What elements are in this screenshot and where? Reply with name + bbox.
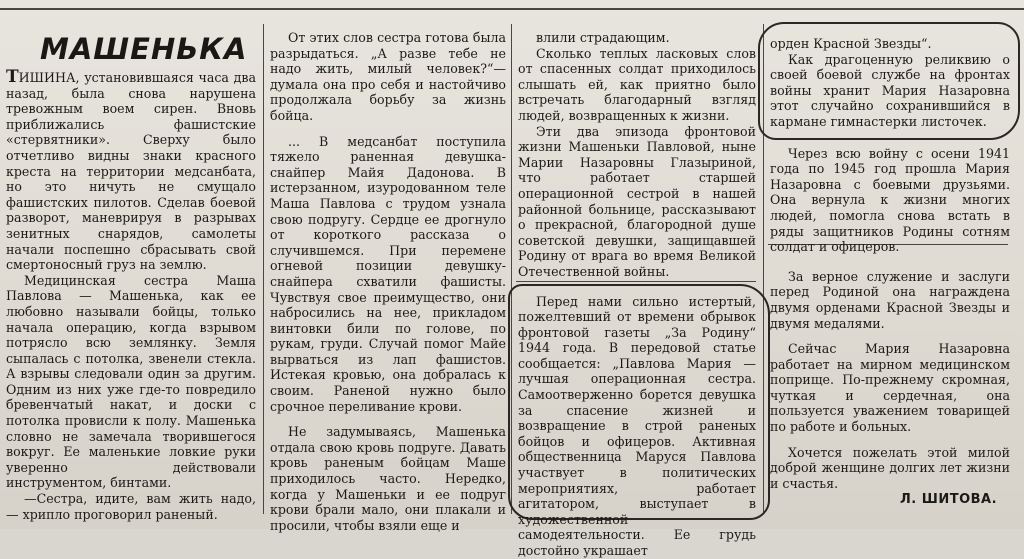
col1-paragraph-2: Медицинская сестра Маша Павлова — Машенька, как ее любовно называли бойцы, только начала операцию, когда взрывом потрясло всю землянку. Земля сыпалась с потолка, звенели стекла. А взрывы следовали один за другим. Одним из них уже где-то повредило бревенчатый накат, и доски с потолка провисли к полу. Машенька словно не замечала творившегося вокруг. Ее маленькие ловкие руки уверенно действовали инструментом, бинтами.	[6, 272, 256, 491]
col4-paragraph-5: Сейчас Мария Назаровна работает на мирном медицинском поприще. По-прежнему скромная, чуткая и сердечная, она пользуется уважением товарищей по работе и больных.	[770, 341, 1010, 435]
col3-paragraph-1: влили страдающим.	[536, 30, 670, 45]
author-signature: Л. ШИТОВА.	[900, 492, 998, 507]
col1-paragraph-3: —Сестра, идите, вам жить надо, — хрипло проговорил раненый.	[6, 491, 256, 522]
col1-paragraph-1: ТИШИНА, установившаяся часа два назад, была снова нарушена тревожным воем сирен. Вновь приближались фашистские «стервятники». Сверху было отчетливо видны знаки красного креста на территории медсанбата, но это ничуть не смущало фашистских пилотов. Сделав боевой разворот, маневрируя в разрывах зенитных снарядов, самолеты начали поспешно сбрасывать свой смертоносный груз на землю.	[6, 67, 256, 273]
col3-paragraph-4: Перед нами сильно истертый, пожелтевший от времени обрывок фронтовой газеты „За Родину“ 1944 года. В передовой статье сообщается: „Павлова Мария — лучшая операционная сестра. Самоотверженно борется девушка за спасение жизней и возвращение в строй раненых бойцов и офицеров. Активная общественница Маруся Павлова участвует в политических мероприятиях, работает агитатором, выступает в художественной самодеятельности. Ее грудь достойно украшает	[518, 293, 756, 558]
col4-paragraph-4: За верное служение и заслуги перед Родиной она награждена двумя орденами Красной Звезды и двумя медалями.	[770, 268, 1010, 331]
column-1	[6, 67, 256, 522]
column-3	[518, 30, 756, 559]
col2-paragraph-2: ... В медсанбат поступила тяжело раненная девушка-снайпер Майя Дадонова. В истерзанном, изуродованном теле Маша Павлова с трудом узнала свою подругу. Сердце ее дрогнуло от короткого рассказа о случившемся. При перемене огневой позиции девушку-снайпера схватили фашисты. Чувствуя свое преимущество, они набросились на нее, прикладом винтовки били по голове, по рукам, груди. Случай помог Майе вырваться из лап фашистов. Истекая кровью, она добралась к своим. Раненой нужно было срочное переливание крови.	[270, 133, 506, 414]
col3-paragraph-2: Сколько теплых ласковых слов от спасенных солдат приходилось слышать ей, как приятно было встречать благодарный взгляд людей, возвращенных к жизни.	[518, 45, 756, 123]
col4-paragraph-2: Как драгоценную реликвию о своей боевой службе на фронтах войны хранит Мария Назаровна этот случайно сохранившийся в кармане гимнастерки листочек.	[770, 51, 1010, 129]
column-2	[270, 30, 506, 533]
col4-paragraph-3: Через всю войну с осени 1941 года по 1945 год прошла Мария Назаровна с боевыми друзьями. Она вернула к жизни многих людей, помогла снова встать в ряды защитников Родины сотням солдат и офицеров.	[770, 145, 1010, 255]
column-rule-1	[263, 24, 264, 514]
col3-paragraph-3: Эти два эпизода фронтовой жизни Машеньки Павловой, ныне Марии Назаровны Глазыриной, что работает старшей операционной сестрой в нашей районной больнице, рассказывают о прекрасной, благородной душе советской девушки, защищавшей Родину от врага во время Великой Отечественной войны.	[518, 123, 756, 279]
col4-paragraph-1: орден Красной Звезды“.	[770, 36, 932, 51]
col2-paragraph-3: Не задумываясь, Машенька отдала свою кровь подруге. Давать кровь раненым бойцам Маше приходилось часто. Нередко, когда у Машеньки и ее подруг крови брали мало, они плакали и просили, чтобы взяли еще и	[270, 424, 506, 533]
drop-cap: Т	[6, 67, 19, 87]
article-headline: МАШЕНЬКА	[40, 32, 248, 66]
col2-paragraph-1: От этих слов сестра готова была разрыдаться. „А разве тебе не надо жить, милый человек?“— думала она про себя и настойчиво продолжала борьбу за жизнь бойца.	[270, 30, 506, 123]
top-rule	[0, 8, 1024, 10]
column-4	[770, 36, 1010, 491]
col4-paragraph-6: Хочется пожелать этой милой доброй женщине долгих лет жизни и счастья.	[770, 444, 1010, 491]
